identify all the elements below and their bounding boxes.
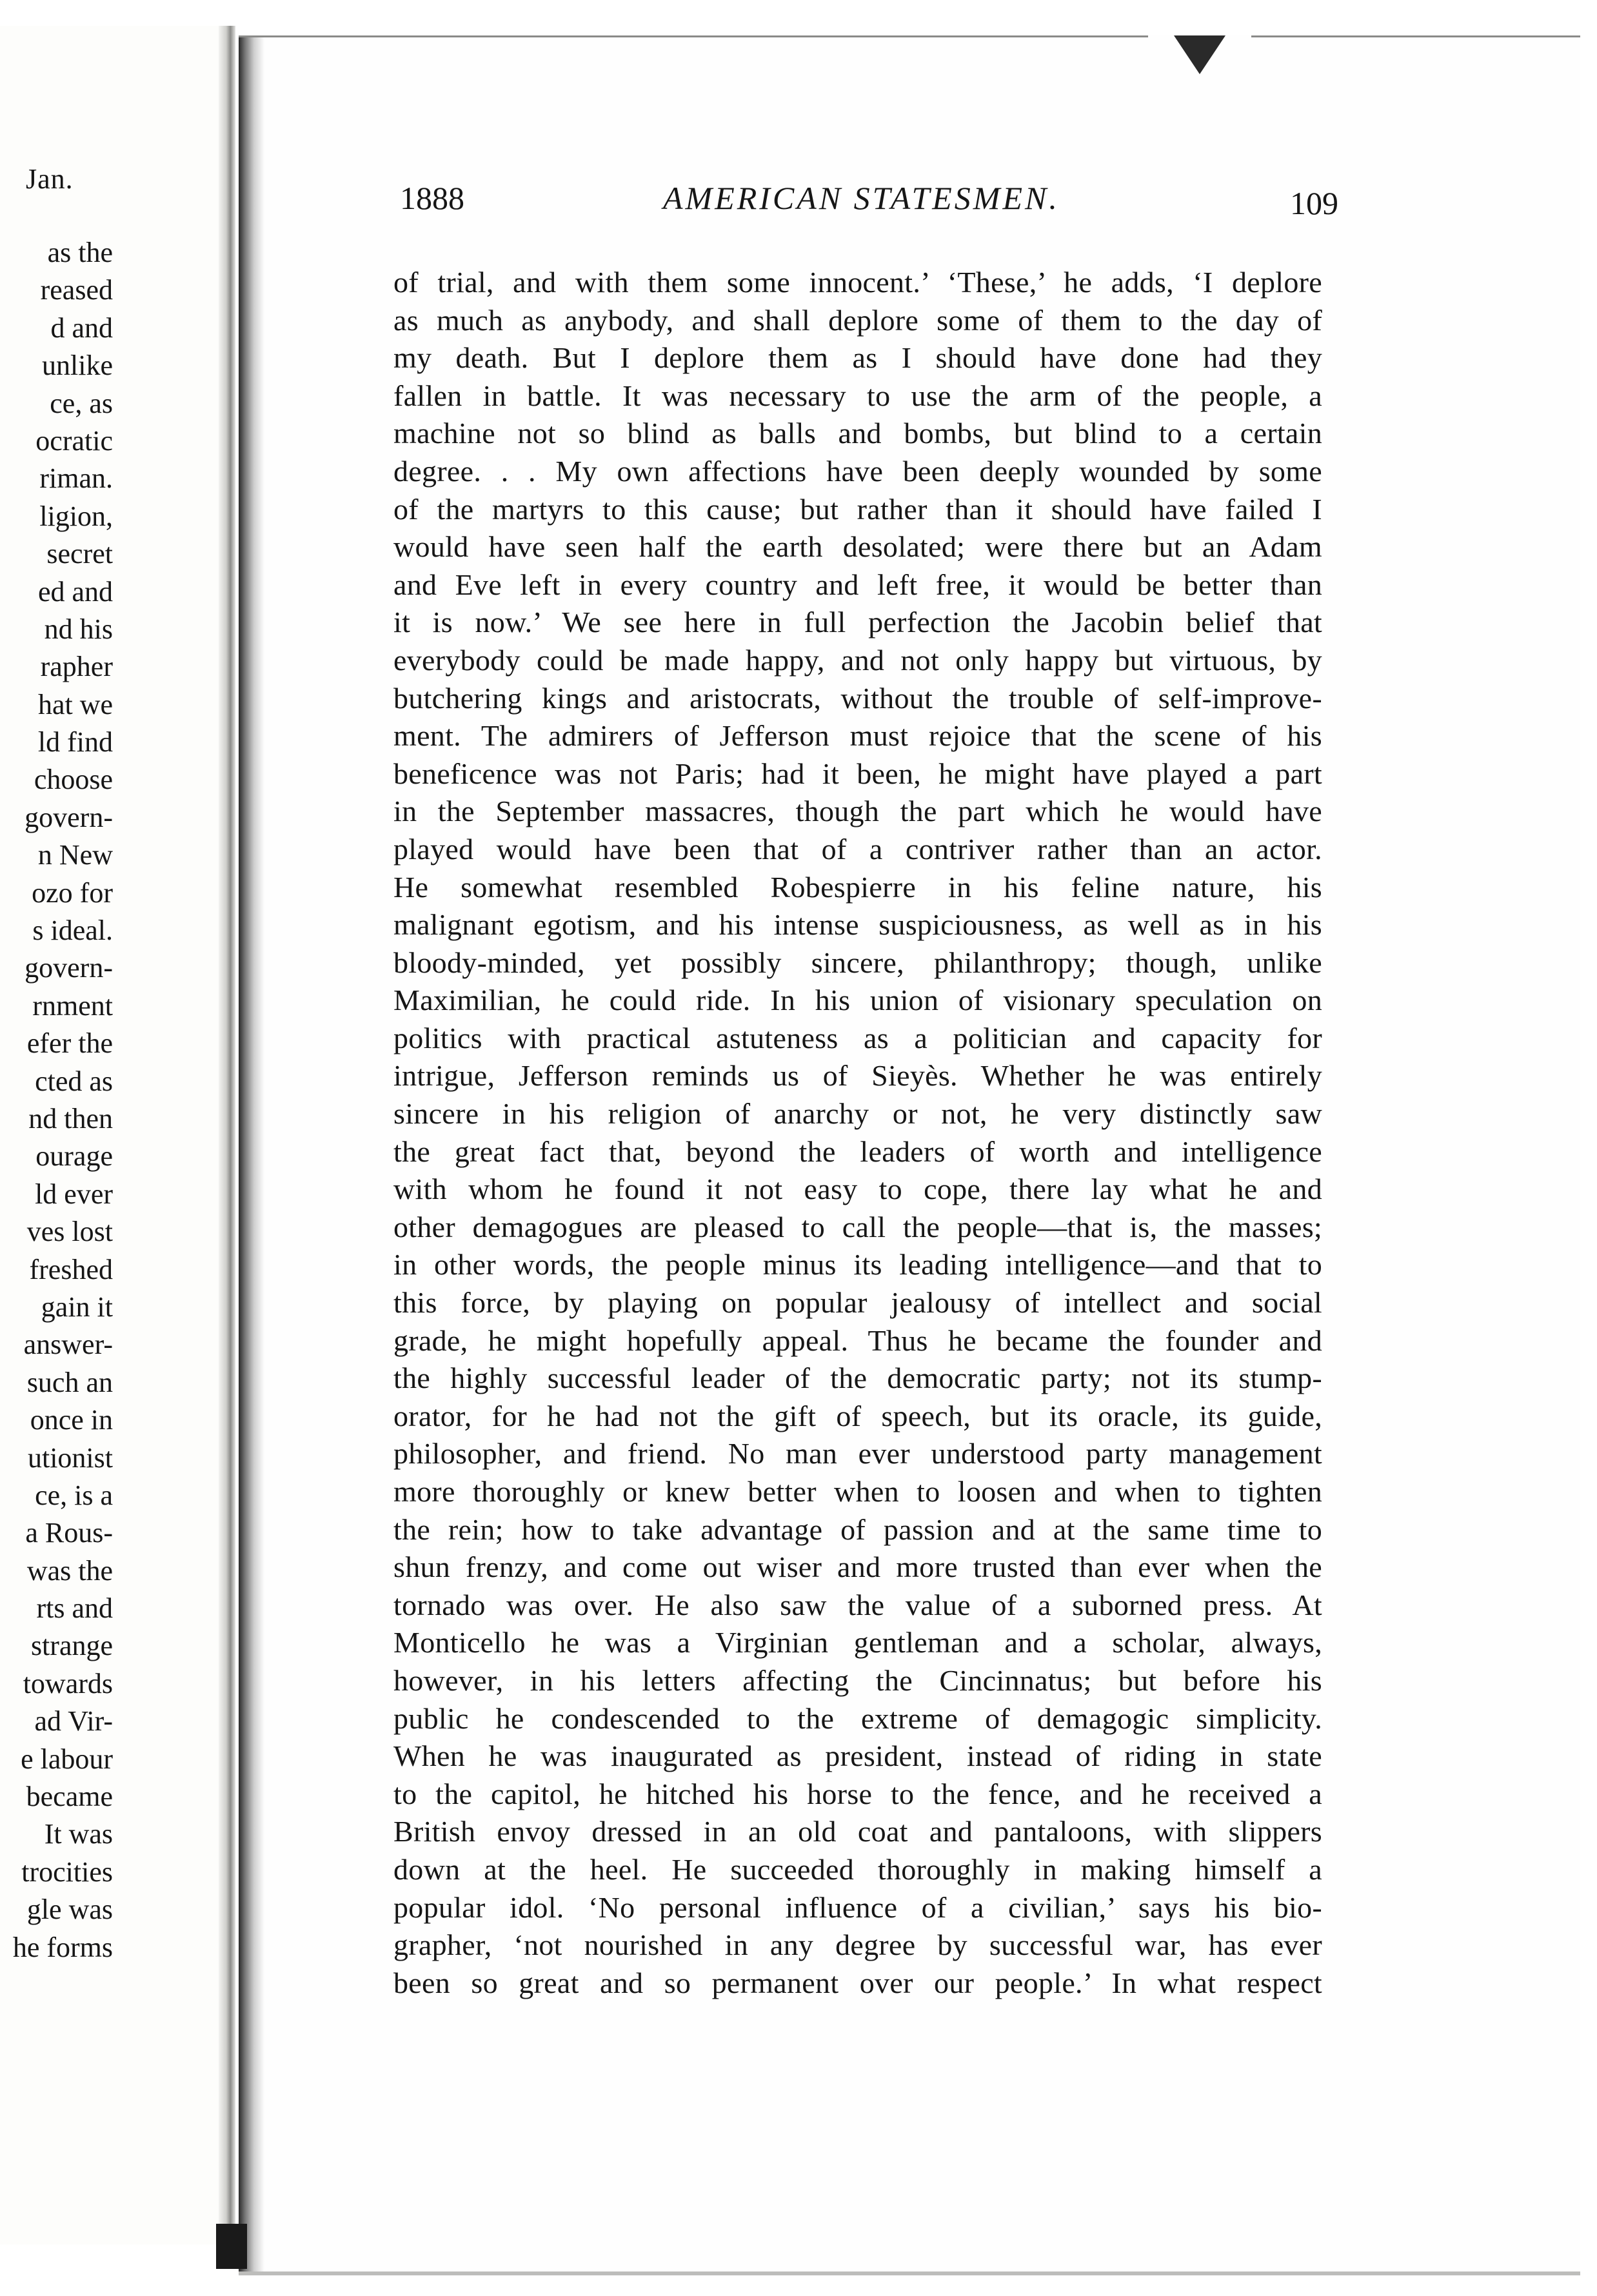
left-page-line: trocities — [21, 1856, 113, 1888]
left-page-line: became — [26, 1781, 113, 1813]
body-text-line: in the September massacres, though the part which he would have — [393, 795, 1322, 828]
left-page-line: ves lost — [26, 1216, 113, 1248]
left-page-line: ld find — [37, 726, 113, 758]
body-text-line: other demagogues are pleased to call the people—that is, the masses; — [393, 1210, 1322, 1243]
left-page-line: efer the — [26, 1027, 113, 1060]
left-page-line: a Rous- — [25, 1517, 113, 1549]
body-text-line: the highly successful leader of the democratic party; not its stump- — [393, 1361, 1322, 1395]
body-text-line: everybody could be made happy, and not only happy but virtuous, by — [393, 643, 1322, 677]
left-page-line: strange — [30, 1630, 113, 1662]
left-page-line: ld ever — [35, 1178, 113, 1210]
body-text-line: machine not so blind as balls and bombs, but blind to a certain — [393, 417, 1322, 450]
left-page-line: ourage — [35, 1140, 113, 1173]
body-text-column — [393, 264, 1322, 2002]
left-page-line: secret — [46, 538, 113, 570]
running-head-year: 1888 — [400, 180, 464, 216]
left-page-line: utionist — [27, 1441, 113, 1474]
running-head — [239, 179, 1580, 221]
left-page-text-column — [0, 234, 113, 1966]
left-page-line: rts and — [36, 1592, 113, 1625]
left-page-line: govern- — [25, 801, 113, 833]
left-page-line: riman. — [39, 462, 113, 495]
left-page-line: ed and — [37, 575, 113, 608]
left-page-line: s ideal. — [32, 915, 113, 947]
gutter-shadow — [219, 26, 235, 2244]
body-text-line: grapher, ‘not nourished in any degree by successful war, has ever — [393, 1928, 1322, 1962]
body-text-line: British envoy dressed in an old coat and pantaloons, with slippers — [393, 1815, 1322, 1848]
body-text-line: this force, by playing on popular jealousy of intellect and social — [393, 1286, 1322, 1320]
left-page-line: once in — [30, 1404, 113, 1436]
body-text-line: been so great and so permanent over our people.’ In what respect — [393, 1966, 1322, 1999]
body-text-line: with whom he found it not easy to cope, there lay what he and — [393, 1173, 1322, 1206]
left-page-line: nd then — [28, 1102, 113, 1134]
body-text-line: orator, for he had not the gift of speech, but its oracle, its guide, — [393, 1399, 1322, 1432]
body-text-line: the rein; how to take advantage of passion and at the same time to — [393, 1512, 1322, 1546]
page-number: 109 — [1290, 185, 1338, 221]
body-text-line: of trial, and with them some innocent.’ ‘These,’ he adds, ‘I deplore — [393, 266, 1322, 299]
left-page-line: e labour — [21, 1743, 113, 1775]
body-text-line: popular idol. ‘No personal influence of a civilian,’ says his bio- — [393, 1890, 1322, 1924]
body-text-line: to the capitol, he hitched his horse to the fence, and he received a — [393, 1777, 1322, 1810]
body-text-line: shun frenzy, and come out wiser and more trusted than ever when the — [393, 1550, 1322, 1584]
body-text-line: Monticello he was a Virginian gentleman and a scholar, always, — [393, 1626, 1322, 1659]
body-text-line: as much as anybody, and shall deplore some of them to the day of — [393, 303, 1322, 337]
page-edge-shadow — [239, 37, 264, 2275]
left-page-line: ce, as — [50, 387, 113, 419]
left-page-line: choose — [34, 764, 113, 796]
left-page-line: n New — [37, 839, 113, 871]
left-page-line: towards — [23, 1667, 113, 1699]
left-page-line: such an — [26, 1366, 113, 1398]
left-page-line: It was — [44, 1818, 113, 1850]
body-text-line: it is now.’ We see here in full perfection the Jacobin belief that — [393, 606, 1322, 639]
left-page-line: he forms — [12, 1931, 113, 1963]
body-text-line: Maximilian, he could ride. In his union of visionary speculation on — [393, 984, 1322, 1017]
body-text-line: butchering kings and aristocrats, without the trouble of self-improve- — [393, 681, 1322, 715]
body-text-line: tornado was over. He also saw the value of a suborned press. At — [393, 1588, 1322, 1621]
tear-mark — [1174, 35, 1225, 74]
body-text-line: in other words, the people minus its leading intelligence—and that to — [393, 1248, 1322, 1282]
body-text-line: fallen in battle. It was necessary to use the arm of the people, a — [393, 379, 1322, 412]
body-text-line: He somewhat resembled Robespierre in his feline nature, his — [393, 870, 1322, 904]
body-text-line: more thoroughly or knew better when to loosen and when to tighten — [393, 1475, 1322, 1508]
left-page-line: answer- — [23, 1329, 113, 1361]
torn-page-notch — [1148, 35, 1251, 81]
running-head-title: AMERICAN STATESMEN. — [663, 180, 1060, 216]
page-bottom-edge — [239, 2271, 1580, 2275]
left-page-line: hat we — [37, 688, 113, 720]
body-text-line: malignant egotism, and his intense suspiciousness, as well as in his — [393, 908, 1322, 942]
left-page-line: rapher — [40, 651, 113, 683]
body-text-line: When he was inaugurated as president, instead of riding in state — [393, 1739, 1322, 1773]
left-page-line: was the — [26, 1554, 113, 1587]
body-text-line: and Eve left in every country and left free, it would be better than — [393, 568, 1322, 601]
left-page-line: ligion, — [39, 500, 113, 532]
body-text-line: intrigue, Jefferson reminds us of Sieyès. Whether he was entirely — [393, 1059, 1322, 1093]
left-page-line: d and — [50, 312, 113, 344]
left-page-line: as the — [47, 237, 113, 268]
right-page — [239, 35, 1580, 2275]
left-page-line: rnment — [32, 989, 113, 1022]
left-page-line: gle was — [26, 1894, 113, 1926]
left-page-line: gain it — [41, 1291, 113, 1323]
body-text-line: the great fact that, beyond the leaders of worth and intelligence — [393, 1134, 1322, 1168]
left-page-line: freshed — [29, 1253, 113, 1285]
left-page — [0, 26, 235, 2244]
body-text-line: however, in his letters affecting the Cincinnatus; but before his — [393, 1663, 1322, 1697]
left-page-line: cted as — [35, 1065, 113, 1097]
body-text-line: degree. . . My own affections have been deeply wounded by some — [393, 454, 1322, 488]
body-text-line: public he condescended to the extreme of demagogic simplicity. — [393, 1701, 1322, 1735]
body-text-line: down at the heel. He succeeded thoroughly in making himself a — [393, 1852, 1322, 1886]
body-text-line: my death. But I deplore them as I should have done had they — [393, 341, 1322, 375]
left-page-line: reased — [40, 274, 113, 306]
body-text-line: bloody-minded, yet possibly sincere, philanthropy; though, unlike — [393, 945, 1322, 979]
body-text-line: sincere in his religion of anarchy or not, he very distinctly saw — [393, 1097, 1322, 1131]
body-text-line: politics with practical astuteness as a politician and capacity for — [393, 1021, 1322, 1054]
left-page-line: ocratic — [35, 424, 113, 457]
left-page-running-head: Jan. — [26, 163, 74, 195]
body-text-line: beneficence was not Paris; had it been, he might have played a part — [393, 757, 1322, 790]
body-text-line: grade, he might hopefully appeal. Thus he became the founder and — [393, 1323, 1322, 1357]
body-text-line: of the martyrs to this cause; but rather than it should have failed I — [393, 492, 1322, 526]
left-page-line: govern- — [25, 952, 113, 984]
left-page-line: ad Vir- — [34, 1705, 113, 1737]
left-page-line: unlike — [42, 350, 113, 382]
body-text-line: ment. The admirers of Jefferson must rejoice that the scene of his — [393, 719, 1322, 753]
binding-tab — [216, 2224, 247, 2269]
body-text-line: played would have been that of a contriver rather than an actor. — [393, 832, 1322, 866]
left-page-line: ozo for — [32, 876, 113, 909]
body-text-line: philosopher, and friend. No man ever understood party management — [393, 1437, 1322, 1470]
body-text-line: would have seen half the earth desolated; were there but an Adam — [393, 530, 1322, 564]
left-page-line: nd his — [44, 613, 113, 645]
left-page-line: ce, is a — [35, 1479, 113, 1511]
